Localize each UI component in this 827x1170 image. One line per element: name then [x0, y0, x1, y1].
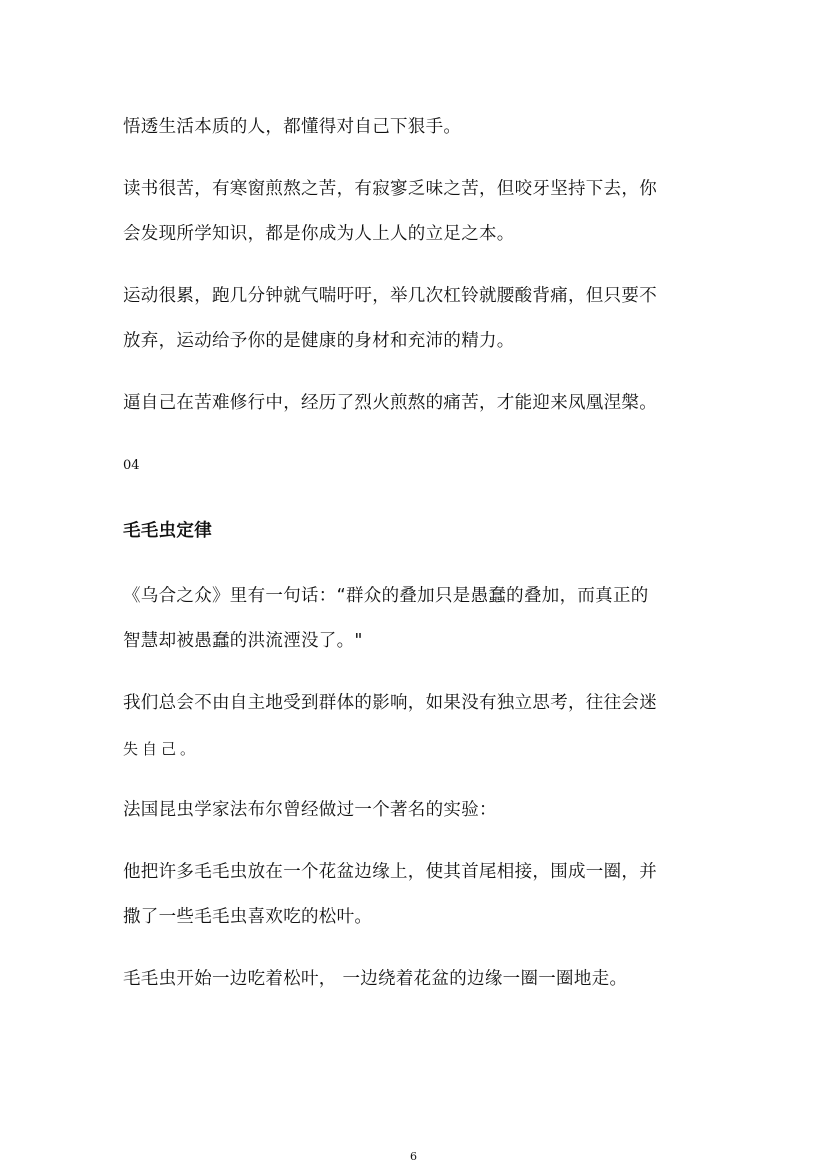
paragraph-line: 逼自己在苦难修行中，经历了烈火煎熬的痛苦，才能迎来凤凰涅槃。 [123, 393, 657, 413]
paragraph-line: 失自己。 [123, 740, 200, 758]
paragraph-line: 读书很苦，有寒窗煎熬之苦，有寂寥乏味之苦，但咬牙坚持下去，你 [123, 179, 657, 199]
paragraph-line: 放弃，运动给予你的是健康的身材和充沛的精力。 [123, 331, 515, 351]
page-number: 6 [410, 1150, 417, 1163]
paragraph-line: 会发现所学知识，都是你成为人上人的立足之本。 [123, 224, 515, 244]
section-heading: 毛毛虫定律 [123, 521, 212, 541]
paragraph-line: 法国昆虫学家法布尔曾经做过一个著名的实验： [123, 800, 497, 820]
paragraph-line: 他把许多毛毛虫放在一个花盆边缘上，使其首尾相接，围成一圈，并 [123, 862, 657, 882]
section-number: 04 [123, 458, 140, 473]
paragraph-line: 智慧却被愚蠢的洪流湮没了。" [123, 631, 363, 651]
paragraph-line: 撒了一些毛毛虫喜欢吃的松叶。 [123, 907, 373, 927]
paragraph-line: 运动很累，跑几分钟就气喘吁吁，举几次杠铃就腰酸背痛，但只要不 [123, 286, 657, 306]
paragraph-line: 《乌合之众》里有一句话：“群众的叠加只是愚蠢的叠加，而真正的 [123, 586, 649, 606]
paragraph-line: 我们总会不由自主地受到群体的影响，如果没有独立思考，往往会迷 [123, 693, 657, 713]
paragraph-line: 悟透生活本质的人，都懂得对自己下狠手。 [123, 117, 462, 137]
paragraph-line: 毛毛虫开始一边吃着松叶， 一边绕着花盆的边缘一圈一圈地走。 [123, 969, 628, 989]
